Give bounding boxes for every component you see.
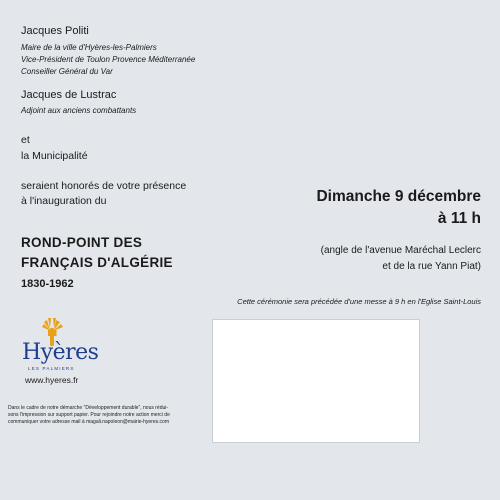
address-box xyxy=(212,319,420,443)
event-years: 1830-1962 xyxy=(21,278,74,290)
footer-line-3: communiquer votre adresse mail à magali.napoleon@mairie-hyeres.com xyxy=(8,419,169,425)
location-line-1: (angle de l'avenue Maréchal Leclerc xyxy=(320,245,481,256)
location-line-2: et de la rue Yann Piat) xyxy=(382,261,481,272)
host-title-vice-president: Vice-Président de Toulon Provence Méditerranée xyxy=(21,55,196,64)
hyeres-logo xyxy=(20,316,99,376)
host-title-councillor: Conseiller Général du Var xyxy=(21,67,113,76)
footer-line-1: Dans le cadre de notre démarche "Développement durable", nous rédui- xyxy=(8,405,169,411)
logo-text: Hyères xyxy=(22,340,99,365)
event-title-line-1: ROND-POINT DES xyxy=(21,235,143,250)
website-link[interactable]: www.hyeres.fr xyxy=(25,375,79,385)
host-name-lustrac: Jacques de Lustrac xyxy=(21,89,117,101)
event-time: à 11 h xyxy=(437,210,481,227)
host-title-mayor: Maire de la ville d'Hyères-les-Palmiers xyxy=(21,43,157,52)
host-title-deputy: Adjoint aux anciens combattants xyxy=(21,106,137,115)
host-name-politi: Jacques Politi xyxy=(21,25,89,37)
municipality-text: la Municipalité xyxy=(21,150,88,162)
connector-text: et xyxy=(21,134,30,146)
invitation-line-1: seraient honorés de votre présence xyxy=(21,180,187,192)
footer-line-2: sons l'impression sur support papier. Pour rejoindre notre action merci de xyxy=(8,412,170,418)
ceremony-note: Cette cérémonie sera précédée d'une messe à 9 h en l'Eglise Saint-Louis xyxy=(237,297,481,306)
event-title-line-2: FRANÇAIS D'ALGÉRIE xyxy=(21,255,173,270)
logo-subtext: LES PALMIERS xyxy=(28,366,75,371)
invitation-line-2: à l'inauguration du xyxy=(21,195,107,207)
event-date: Dimanche 9 décembre xyxy=(316,188,481,205)
